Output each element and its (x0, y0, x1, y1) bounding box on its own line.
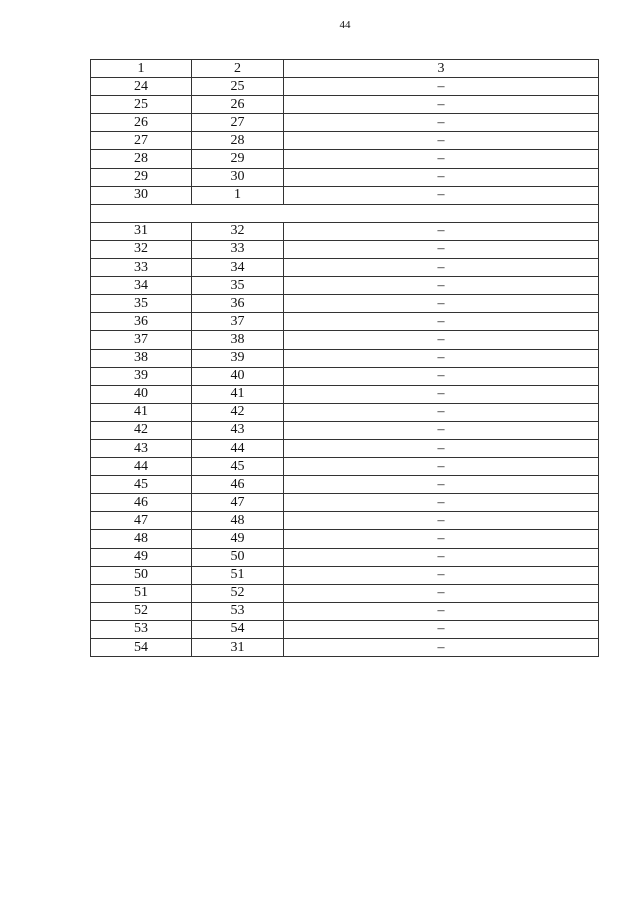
table-cell-col1: 53 (91, 620, 192, 638)
table-cell-col1: 37 (91, 331, 192, 349)
table-row (91, 240, 599, 258)
page-number: 44 (339, 19, 351, 31)
table-cell-col2: 36 (192, 295, 284, 313)
table-cell-col1: 49 (91, 548, 192, 566)
table-row (91, 476, 599, 494)
table-cell-col1: 47 (91, 512, 192, 530)
table-cell-col3: – (284, 367, 599, 385)
table-cell-col1: 33 (91, 259, 192, 277)
table-cell-col1: 38 (91, 349, 192, 367)
table-cell-col1: 32 (91, 240, 192, 258)
table-cell-col3: – (284, 458, 599, 476)
table-cell-col1: 50 (91, 566, 192, 584)
table-cell-col3: – (284, 150, 599, 168)
table-cell-col2: 37 (192, 313, 284, 331)
table-row (91, 548, 599, 566)
table-cell-col3: – (284, 439, 599, 457)
header-cell-1: 1 (91, 60, 192, 78)
table-cell-col2: 29 (192, 150, 284, 168)
table-cell-col1: 29 (91, 168, 192, 186)
table-cell-col2: 48 (192, 512, 284, 530)
table-cell-col1: 25 (91, 96, 192, 114)
table-row (91, 584, 599, 602)
table-cell-col2: 41 (192, 385, 284, 403)
table-cell-col1: 39 (91, 367, 192, 385)
header-cell-3: 3 (284, 60, 599, 78)
table-cell-col3: – (284, 168, 599, 186)
table-cell-col1: 52 (91, 602, 192, 620)
table-row (91, 150, 599, 168)
table-row (91, 639, 599, 657)
table-cell-col3: – (284, 222, 599, 240)
table-cell-col1: 27 (91, 132, 192, 150)
table-cell-col3: – (284, 240, 599, 258)
table-cell-col3: – (284, 602, 599, 620)
table-cell-col3: – (284, 620, 599, 638)
table-row (91, 566, 599, 584)
table-row (91, 114, 599, 132)
table-row (91, 458, 599, 476)
table-cell-col2: 43 (192, 421, 284, 439)
table-cell-col2: 1 (192, 186, 284, 204)
table-cell-col3: – (284, 259, 599, 277)
table-cell-col2: 32 (192, 222, 284, 240)
table-row (91, 186, 599, 204)
table-cell-col1: 42 (91, 421, 192, 439)
table-cell-col1: 48 (91, 530, 192, 548)
table-cell-col3: – (284, 566, 599, 584)
table-cell-col3: – (284, 584, 599, 602)
table-cell-col2: 28 (192, 132, 284, 150)
table-row (91, 421, 599, 439)
table-row (91, 132, 599, 150)
table-cell-col3: – (284, 512, 599, 530)
table-row (91, 259, 599, 277)
table-row (91, 439, 599, 457)
table-cell-col2: 46 (192, 476, 284, 494)
table-cell-col3: – (284, 313, 599, 331)
table-cell-col1: 51 (91, 584, 192, 602)
table-cell-col2: 27 (192, 114, 284, 132)
table-cell-col2: 52 (192, 584, 284, 602)
table-cell-col2: 39 (192, 349, 284, 367)
table-cell-col3: – (284, 96, 599, 114)
table-cell-col1: 24 (91, 78, 192, 96)
table-cell-col1: 41 (91, 403, 192, 421)
table-cell-col2: 49 (192, 530, 284, 548)
table-cell-col2: 50 (192, 548, 284, 566)
table-row (91, 78, 599, 96)
separator-cell (91, 204, 599, 222)
table-body (91, 60, 599, 657)
table-cell-col3: – (284, 476, 599, 494)
table-cell-col2: 53 (192, 602, 284, 620)
table-cell-col3: – (284, 186, 599, 204)
table-cell-col1: 30 (91, 186, 192, 204)
table-cell-col3: – (284, 114, 599, 132)
table-cell-col3: – (284, 530, 599, 548)
header-cell-2: 2 (192, 60, 284, 78)
table-cell-col2: 38 (192, 331, 284, 349)
table-cell-col3: – (284, 132, 599, 150)
table-cell-col2: 45 (192, 458, 284, 476)
table-cell-col3: – (284, 421, 599, 439)
table-cell-col1: 28 (91, 150, 192, 168)
table-cell-col2: 30 (192, 168, 284, 186)
table-cell-col1: 35 (91, 295, 192, 313)
table-cell-col3: – (284, 494, 599, 512)
table-cell-col2: 47 (192, 494, 284, 512)
table-cell-col1: 45 (91, 476, 192, 494)
table-cell-col3: – (284, 349, 599, 367)
table-cell-col3: – (284, 78, 599, 96)
table-row (91, 620, 599, 638)
table-cell-col2: 51 (192, 566, 284, 584)
table-cell-col3: – (284, 277, 599, 295)
table-row (91, 385, 599, 403)
table-cell-col3: – (284, 385, 599, 403)
table-cell-col1: 40 (91, 385, 192, 403)
table-cell-col3: – (284, 331, 599, 349)
table-cell-col2: 34 (192, 259, 284, 277)
table-cell-col1: 43 (91, 439, 192, 457)
table-row (91, 349, 599, 367)
table-cell-col2: 42 (192, 403, 284, 421)
separator-row (91, 204, 599, 222)
table-cell-col2: 44 (192, 439, 284, 457)
table-cell-col1: 26 (91, 114, 192, 132)
data-table (90, 59, 599, 657)
table-row (91, 168, 599, 186)
table-cell-col2: 25 (192, 78, 284, 96)
table-row (91, 277, 599, 295)
table-cell-col2: 26 (192, 96, 284, 114)
table-row (91, 96, 599, 114)
header-row (91, 60, 599, 78)
table-cell-col3: – (284, 295, 599, 313)
table-cell-col1: 31 (91, 222, 192, 240)
table-cell-col1: 44 (91, 458, 192, 476)
table-cell-col3: – (284, 403, 599, 421)
table-cell-col2: 54 (192, 620, 284, 638)
table-row (91, 367, 599, 385)
table-cell-col1: 36 (91, 313, 192, 331)
table-cell-col2: 35 (192, 277, 284, 295)
table-row (91, 331, 599, 349)
table-row (91, 295, 599, 313)
table-row (91, 403, 599, 421)
table-cell-col3: – (284, 548, 599, 566)
table-cell-col2: 40 (192, 367, 284, 385)
table-cell-col2: 31 (192, 639, 284, 657)
table-row (91, 530, 599, 548)
table-cell-col2: 33 (192, 240, 284, 258)
table-row (91, 494, 599, 512)
table-cell-col1: 46 (91, 494, 192, 512)
table-row (91, 512, 599, 530)
table-row (91, 602, 599, 620)
table-cell-col1: 54 (91, 639, 192, 657)
table-row (91, 222, 599, 240)
table-row (91, 313, 599, 331)
table-cell-col1: 34 (91, 277, 192, 295)
table-cell-col3: – (284, 639, 599, 657)
